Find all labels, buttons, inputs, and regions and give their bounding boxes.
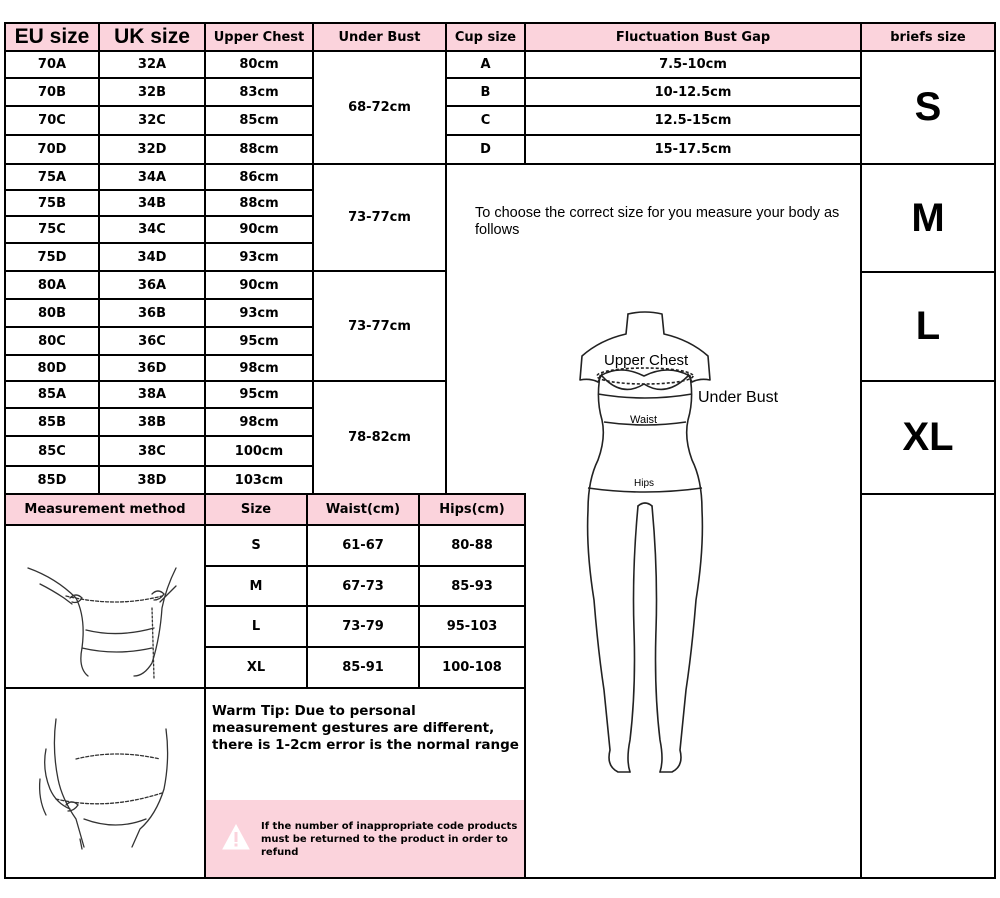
briefs-empty-cell <box>860 493 996 879</box>
header-briefs-size: briefs size <box>860 22 996 52</box>
table-row-eu: 85D <box>4 465 100 495</box>
table-row-waist: 61-67 <box>306 524 420 567</box>
table-row-eu: 80D <box>4 354 100 382</box>
table-row-uk: 38D <box>98 465 206 495</box>
table-row-uk: 32D <box>98 134 206 165</box>
table-row-eu: 70C <box>4 105 100 136</box>
table-row-chest: 80cm <box>204 50 314 79</box>
bust-gap-cell: 12.5-15cm <box>524 105 862 136</box>
table-row-size: L <box>204 605 308 648</box>
table-row-chest: 90cm <box>204 270 314 300</box>
table-row-hips: 95-103 <box>418 605 526 648</box>
table-row-eu: 80C <box>4 326 100 356</box>
briefs-size-m: M <box>860 163 996 273</box>
warning-text: If the number of inappropriate code products must be returned to the product in order to refund <box>261 821 518 858</box>
table-row-waist: 85-91 <box>306 646 420 689</box>
table-row-chest: 98cm <box>204 354 314 382</box>
table-row-chest: 88cm <box>204 134 314 165</box>
header-uk-size: UK size <box>98 22 206 52</box>
table-row-uk: 32B <box>98 77 206 107</box>
table-row-chest: 85cm <box>204 105 314 136</box>
label-under-bust: Under Bust <box>698 389 779 406</box>
table-row-eu: 75A <box>4 163 100 191</box>
table-row-uk: 32C <box>98 105 206 136</box>
table-row-eu: 80B <box>4 298 100 328</box>
table-row-chest: 103cm <box>204 465 314 495</box>
table-row-hips: 85-93 <box>418 565 526 607</box>
bust-gap-cell: 10-12.5cm <box>524 77 862 107</box>
header-upper-chest: Upper Chest <box>204 22 314 52</box>
table-row-waist: 67-73 <box>306 565 420 607</box>
header-measurement-method: Measurement method <box>4 493 206 526</box>
mannequin-figure <box>560 310 730 785</box>
bust-gap-cell: 15-17.5cm <box>524 134 862 165</box>
cup-size-cell: A <box>445 50 526 79</box>
table-row-eu: 80A <box>4 270 100 300</box>
header-under-bust: Under Bust <box>312 22 447 52</box>
cup-size-cell: B <box>445 77 526 107</box>
header-hips: Hips(cm) <box>418 493 526 526</box>
table-row-chest: 90cm <box>204 215 314 244</box>
bust-gap-cell: 7.5-10cm <box>524 50 862 79</box>
waist-measure-illustration-cell <box>4 524 206 689</box>
table-row-hips: 100-108 <box>418 646 526 689</box>
table-row-chest: 98cm <box>204 407 314 437</box>
table-row-uk: 32A <box>98 50 206 79</box>
table-row-uk: 36C <box>98 326 206 356</box>
table-row-waist: 73-79 <box>306 605 420 648</box>
table-row-size: M <box>204 565 308 607</box>
warning-banner <box>206 800 524 877</box>
table-row-eu: 75B <box>4 189 100 217</box>
table-row-eu: 70D <box>4 134 100 165</box>
briefs-size-xl: XL <box>860 380 996 495</box>
table-row-chest: 86cm <box>204 163 314 191</box>
table-row-uk: 34D <box>98 242 206 272</box>
table-row-chest: 95cm <box>204 380 314 409</box>
table-row-chest: 100cm <box>204 435 314 467</box>
header-cup-size: Cup size <box>445 22 526 52</box>
header-size: Size <box>204 493 308 526</box>
table-row-eu: 75D <box>4 242 100 272</box>
table-row-eu: 85B <box>4 407 100 437</box>
table-row-uk: 38B <box>98 407 206 437</box>
under-bust-group: 78-82cm <box>312 380 447 495</box>
table-row-uk: 36B <box>98 298 206 328</box>
under-bust-group: 68-72cm <box>312 50 447 165</box>
table-row-chest: 83cm <box>204 77 314 107</box>
table-row-uk: 34C <box>98 215 206 244</box>
header-waist: Waist(cm) <box>306 493 420 526</box>
header-fluctuation-gap: Fluctuation Bust Gap <box>524 22 862 52</box>
warm-tip-text: Warm Tip: Due to personal measurement gestures are different, there is 1-2cm error is the normal range <box>212 703 519 753</box>
cup-size-cell: D <box>445 134 526 165</box>
table-row-chest: 95cm <box>204 326 314 356</box>
hips-measure-illustration-cell <box>4 687 206 879</box>
briefs-size-l: L <box>860 271 996 382</box>
table-row-size: S <box>204 524 308 567</box>
table-row-hips: 80-88 <box>418 524 526 567</box>
table-row-chest: 93cm <box>204 242 314 272</box>
table-row-eu: 70A <box>4 50 100 79</box>
briefs-size-s: S <box>860 50 996 165</box>
table-row-size: XL <box>204 646 308 689</box>
table-row-eu: 70B <box>4 77 100 107</box>
table-row-eu: 85A <box>4 380 100 409</box>
label-upper-chest: Upper Chest <box>604 352 689 369</box>
table-row-uk: 34A <box>98 163 206 191</box>
under-bust-group: 73-77cm <box>312 163 447 272</box>
hips-measure-illustration <box>36 719 186 849</box>
table-row-uk: 36D <box>98 354 206 382</box>
label-waist: Waist <box>630 414 658 426</box>
table-row-uk: 36A <box>98 270 206 300</box>
under-bust-group: 73-77cm <box>312 270 447 382</box>
cup-size-cell: C <box>445 105 526 136</box>
measure-instruction: To choose the correct size for you measure your body as follows <box>475 205 840 238</box>
warning-icon <box>222 824 250 850</box>
table-row-uk: 34B <box>98 189 206 217</box>
table-row-eu: 85C <box>4 435 100 467</box>
table-row-chest: 88cm <box>204 189 314 217</box>
table-row-uk: 38C <box>98 435 206 467</box>
header-eu-size: EU size <box>4 22 100 52</box>
waist-measure-illustration <box>26 538 186 678</box>
label-hips: Hips <box>634 478 655 489</box>
table-row-chest: 93cm <box>204 298 314 328</box>
table-row-uk: 38A <box>98 380 206 409</box>
table-row-eu: 75C <box>4 215 100 244</box>
